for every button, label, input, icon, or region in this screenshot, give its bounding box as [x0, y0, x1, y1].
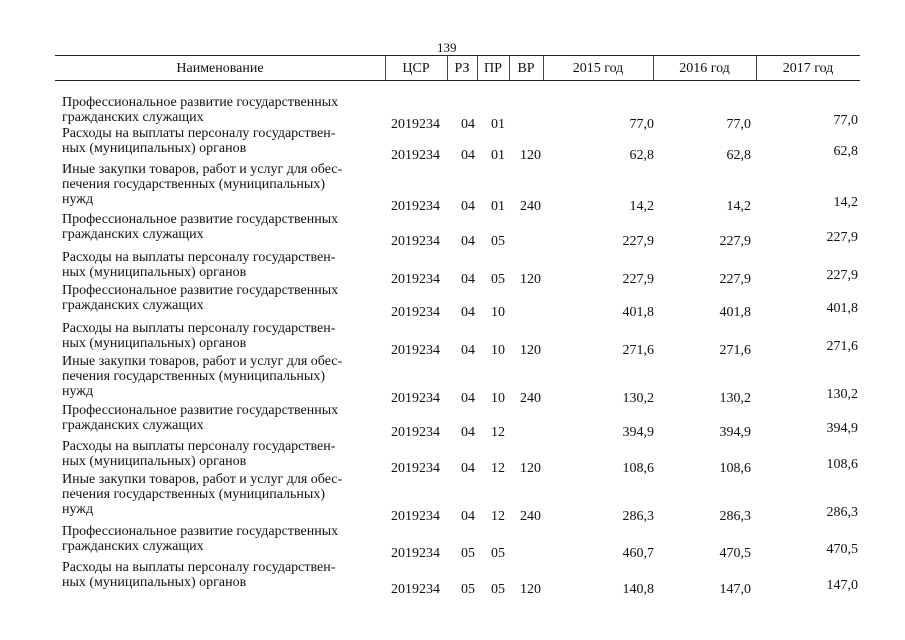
row-pr: 01: [491, 117, 505, 132]
row-y2015: 394,9: [622, 425, 654, 440]
header-csr: ЦСР: [402, 61, 430, 76]
row-name: [62, 162, 367, 207]
row-y2017: 401,8: [826, 301, 858, 316]
row-y2015: 271,6: [622, 343, 654, 358]
row-rz: 04: [461, 234, 475, 249]
row-y2015: 77,0: [629, 117, 654, 132]
row-y2017: 130,2: [826, 387, 858, 402]
row-vr: 240: [520, 391, 541, 406]
row-name-line: гражданских служащих: [62, 539, 204, 554]
row-pr: 01: [491, 148, 505, 163]
row-y2015: 227,9: [622, 272, 654, 287]
row-name-line: печения государственных (муниципальных): [62, 177, 325, 192]
row-name-line: Расходы на выплаты персоналу государствен-: [62, 126, 336, 141]
row-y2017: 394,9: [826, 421, 858, 436]
row-name-line: печения государственных (муниципальных): [62, 369, 325, 384]
row-name-line: Расходы на выплаты персоналу государствен-: [62, 321, 336, 336]
row-y2016: 470,5: [719, 546, 751, 561]
row-y2016: 77,0: [726, 117, 751, 132]
row-name-line: гражданских служащих: [62, 418, 204, 433]
header-2015: 2015 год: [572, 61, 624, 76]
row-name-line: ных (муниципальных) органов: [62, 454, 247, 469]
header-pr: ПР: [484, 61, 502, 76]
row-y2015: 286,3: [622, 509, 654, 524]
row-name: [62, 524, 367, 554]
row-y2017: 470,5: [826, 542, 858, 557]
row-name-line: ных (муниципальных) органов: [62, 336, 247, 351]
row-pr: 01: [491, 199, 505, 214]
row-y2016: 130,2: [719, 391, 751, 406]
row-csr: 2019234: [391, 305, 440, 320]
row-y2017: 77,0: [833, 113, 858, 128]
row-name-line: гражданских служащих: [62, 298, 204, 313]
row-name: [62, 212, 367, 242]
row-name-line: ных (муниципальных) органов: [62, 265, 247, 280]
row-y2016: 227,9: [719, 234, 751, 249]
row-name-line: Профессиональное развитие государственных: [62, 283, 339, 298]
header-rz: РЗ: [454, 61, 470, 76]
row-y2015: 130,2: [622, 391, 654, 406]
row-y2015: 108,6: [622, 461, 654, 476]
row-y2015: 14,2: [629, 199, 654, 214]
row-rz: 04: [461, 148, 475, 163]
row-y2017: 227,9: [826, 268, 858, 283]
row-pr: 12: [491, 461, 505, 476]
row-name: [62, 560, 367, 590]
row-vr: 120: [520, 461, 541, 476]
row-name-line: Расходы на выплаты персоналу государствен-: [62, 250, 336, 265]
row-csr: 2019234: [391, 546, 440, 561]
row-csr: 2019234: [391, 509, 440, 524]
row-rz: 04: [461, 272, 475, 287]
row-name: [62, 472, 367, 517]
header-name: Наименование: [176, 61, 264, 76]
row-rz: 04: [461, 391, 475, 406]
header-2017: 2017 год: [782, 61, 834, 76]
row-name-line: Иные закупки товаров, работ и услуг для обес-: [62, 162, 343, 177]
row-name-line: печения государственных (муниципальных): [62, 487, 325, 502]
row-y2015: 401,8: [622, 305, 654, 320]
row-csr: 2019234: [391, 343, 440, 358]
row-name-line: Профессиональное развитие государственных: [62, 212, 339, 227]
row-y2017: 286,3: [826, 505, 858, 520]
row-y2017: 147,0: [826, 578, 858, 593]
row-pr: 10: [491, 391, 505, 406]
row-name-line: ных (муниципальных) органов: [62, 575, 247, 590]
row-pr: 05: [491, 546, 505, 561]
row-pr: 10: [491, 305, 505, 320]
row-name: [62, 321, 367, 351]
row-csr: 2019234: [391, 199, 440, 214]
row-y2016: 62,8: [726, 148, 751, 163]
row-vr: 120: [520, 148, 541, 163]
row-y2015: 140,8: [622, 582, 654, 597]
row-name-line: Профессиональное развитие государственных: [62, 524, 339, 539]
row-vr: 120: [520, 343, 541, 358]
row-pr: 10: [491, 343, 505, 358]
header-2016: 2016 год: [679, 61, 730, 76]
row-pr: 05: [491, 582, 505, 597]
row-y2016: 147,0: [719, 582, 751, 597]
row-name-line: Профессиональное развитие государственных: [62, 95, 339, 110]
row-pr: 05: [491, 272, 505, 287]
row-pr: 05: [491, 234, 505, 249]
row-csr: 2019234: [391, 461, 440, 476]
row-name-line: Иные закупки товаров, работ и услуг для обес-: [62, 472, 343, 487]
row-rz: 04: [461, 425, 475, 440]
row-name-line: Расходы на выплаты персоналу государствен-: [62, 560, 336, 575]
row-y2017: 271,6: [826, 339, 858, 354]
row-pr: 12: [491, 425, 505, 440]
row-name: [62, 354, 367, 399]
row-vr: 120: [520, 582, 541, 597]
row-name-line: Профессиональное развитие государственных: [62, 403, 339, 418]
row-vr: 240: [520, 199, 541, 214]
row-rz: 04: [461, 461, 475, 476]
row-name: [62, 439, 367, 469]
row-name-line: гражданских служащих: [62, 110, 204, 125]
row-csr: 2019234: [391, 117, 440, 132]
row-y2016: 271,6: [719, 343, 751, 358]
header-vr: ВР: [517, 61, 535, 76]
row-name: [62, 126, 367, 156]
row-name-line: нужд: [62, 502, 94, 517]
row-name: [62, 403, 367, 433]
row-y2016: 227,9: [719, 272, 751, 287]
row-name-line: Иные закупки товаров, работ и услуг для обес-: [62, 354, 343, 369]
row-y2017: 227,9: [826, 230, 858, 245]
row-vr: 240: [520, 509, 541, 524]
row-name-line: нужд: [62, 192, 94, 207]
row-name-line: Расходы на выплаты персоналу государствен-: [62, 439, 336, 454]
row-y2015: 227,9: [622, 234, 654, 249]
row-pr: 12: [491, 509, 505, 524]
row-name-line: гражданских служащих: [62, 227, 204, 242]
row-y2016: 108,6: [719, 461, 751, 476]
page-number: 139: [437, 40, 457, 55]
row-rz: 04: [461, 305, 475, 320]
row-y2016: 394,9: [719, 425, 751, 440]
row-vr: 120: [520, 272, 541, 287]
row-rz: 05: [461, 582, 475, 597]
row-y2016: 286,3: [719, 509, 751, 524]
row-name: [62, 250, 367, 280]
row-csr: 2019234: [391, 272, 440, 287]
row-rz: 04: [461, 343, 475, 358]
row-name: [62, 95, 367, 125]
row-y2015: 62,8: [629, 148, 654, 163]
row-rz: 04: [461, 199, 475, 214]
row-rz: 05: [461, 546, 475, 561]
row-y2017: 62,8: [833, 144, 858, 159]
row-y2015: 460,7: [622, 546, 654, 561]
row-y2017: 14,2: [833, 195, 858, 210]
row-csr: 2019234: [391, 425, 440, 440]
row-name-line: ных (муниципальных) органов: [62, 141, 247, 156]
row-y2016: 14,2: [726, 199, 751, 214]
row-csr: 2019234: [391, 391, 440, 406]
row-csr: 2019234: [391, 148, 440, 163]
row-rz: 04: [461, 509, 475, 524]
table-header: [55, 55, 860, 81]
row-y2017: 108,6: [826, 457, 858, 472]
row-y2016: 401,8: [719, 305, 751, 320]
row-name: [62, 283, 367, 313]
row-csr: 2019234: [391, 582, 440, 597]
row-rz: 04: [461, 117, 475, 132]
row-name-line: нужд: [62, 384, 94, 399]
row-csr: 2019234: [391, 234, 440, 249]
